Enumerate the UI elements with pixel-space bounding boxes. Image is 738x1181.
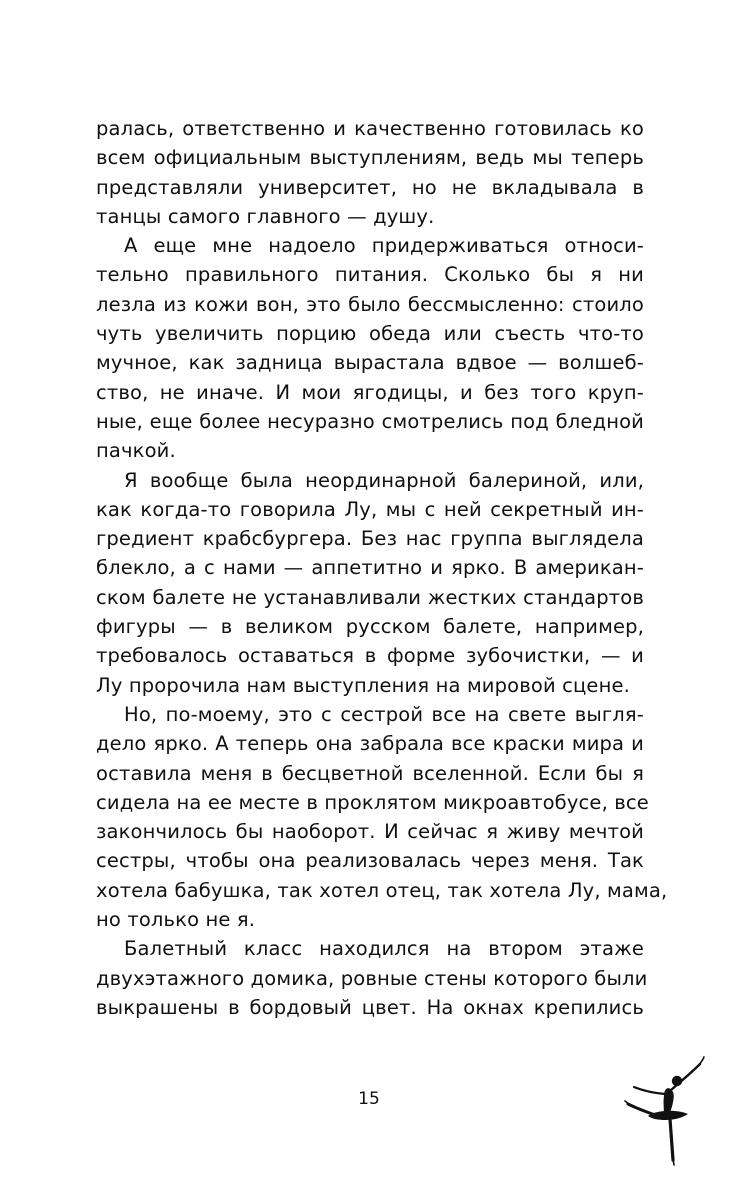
text-line: лезла из кожи вон, это было бессмысленно: стоило (96, 292, 644, 316)
text-line: Балетный класс находился на втором этаже (124, 937, 644, 961)
text-line: Но, по-моему, это с сестрой все на свете выгля- (124, 702, 644, 726)
text-line: тельно правильного питания. Сколько бы я ни (96, 263, 644, 287)
text-line: выкрашены в бордовый цвет. На окнах крепились (96, 995, 644, 1019)
text-line: хотела бабушка, так хотел отец, так хотела Лу, мама, (96, 878, 668, 902)
text-line: мучное, как задница вырастала вдвое — волшеб- (96, 351, 644, 375)
text-line: требовалось оставаться в форме зубочистки, — и (96, 644, 644, 668)
text-line: А еще мне надоело придерживаться относи- (124, 234, 644, 258)
ballerina-silhouette-icon (624, 1054, 714, 1166)
text-line: танцы самого главного — душу. (96, 204, 435, 228)
text-line: двухэтажного домика, ровные стены которого были (96, 966, 648, 990)
text-line: ство, не иначе. И мои ягодицы, и без того круп- (96, 380, 644, 404)
text-line: сидела на ее месте в проклятом микроавтобусе, все (96, 790, 649, 814)
text-line: блекло, а с нами — аппетитно и ярко. В американ- (96, 556, 644, 580)
text-line: ные, еще более несуразно смотрелись под бледной (96, 409, 644, 433)
text-line: ралась, ответственно и качественно готовилась ко (96, 117, 644, 140)
text-line: Лу пророчила нам выступления на мировой сцене. (96, 673, 630, 697)
text-line: но только не я. (96, 908, 256, 932)
text-line: как когда-то говорила Лу, мы с ней секретный ин- (96, 497, 644, 521)
text-line: сестры, чтобы она реализовалась через меня. Так (96, 849, 644, 873)
page-number: 15 (358, 1089, 380, 1109)
text-line: Я вообще была неординарной балериной, или, (124, 468, 644, 492)
text-line: всем официальным выступлениям, ведь мы теперь (96, 146, 644, 170)
text-line: фигуры — в великом русском балете, например, (96, 615, 644, 639)
body-text (96, 114, 668, 1022)
text-line: оставила меня в бесцветной вселенной. Если бы я (96, 761, 644, 785)
text-line: представляли университет, но не вкладывала в (96, 175, 644, 199)
text-line: чуть увеличить порцию обеда или съесть что-то (96, 322, 644, 346)
text-line: гредиент крабсбургера. Без нас группа выглядела (96, 527, 644, 551)
text-line: дело ярко. А теперь она забрала все краски мира и (96, 732, 644, 756)
text-line: закончилось бы наоборот. И сейчас я живу мечтой (96, 820, 644, 844)
text-line: ском балете не устанавливали жестких стандартов (96, 585, 644, 609)
text-line: пачкой. (96, 439, 176, 463)
